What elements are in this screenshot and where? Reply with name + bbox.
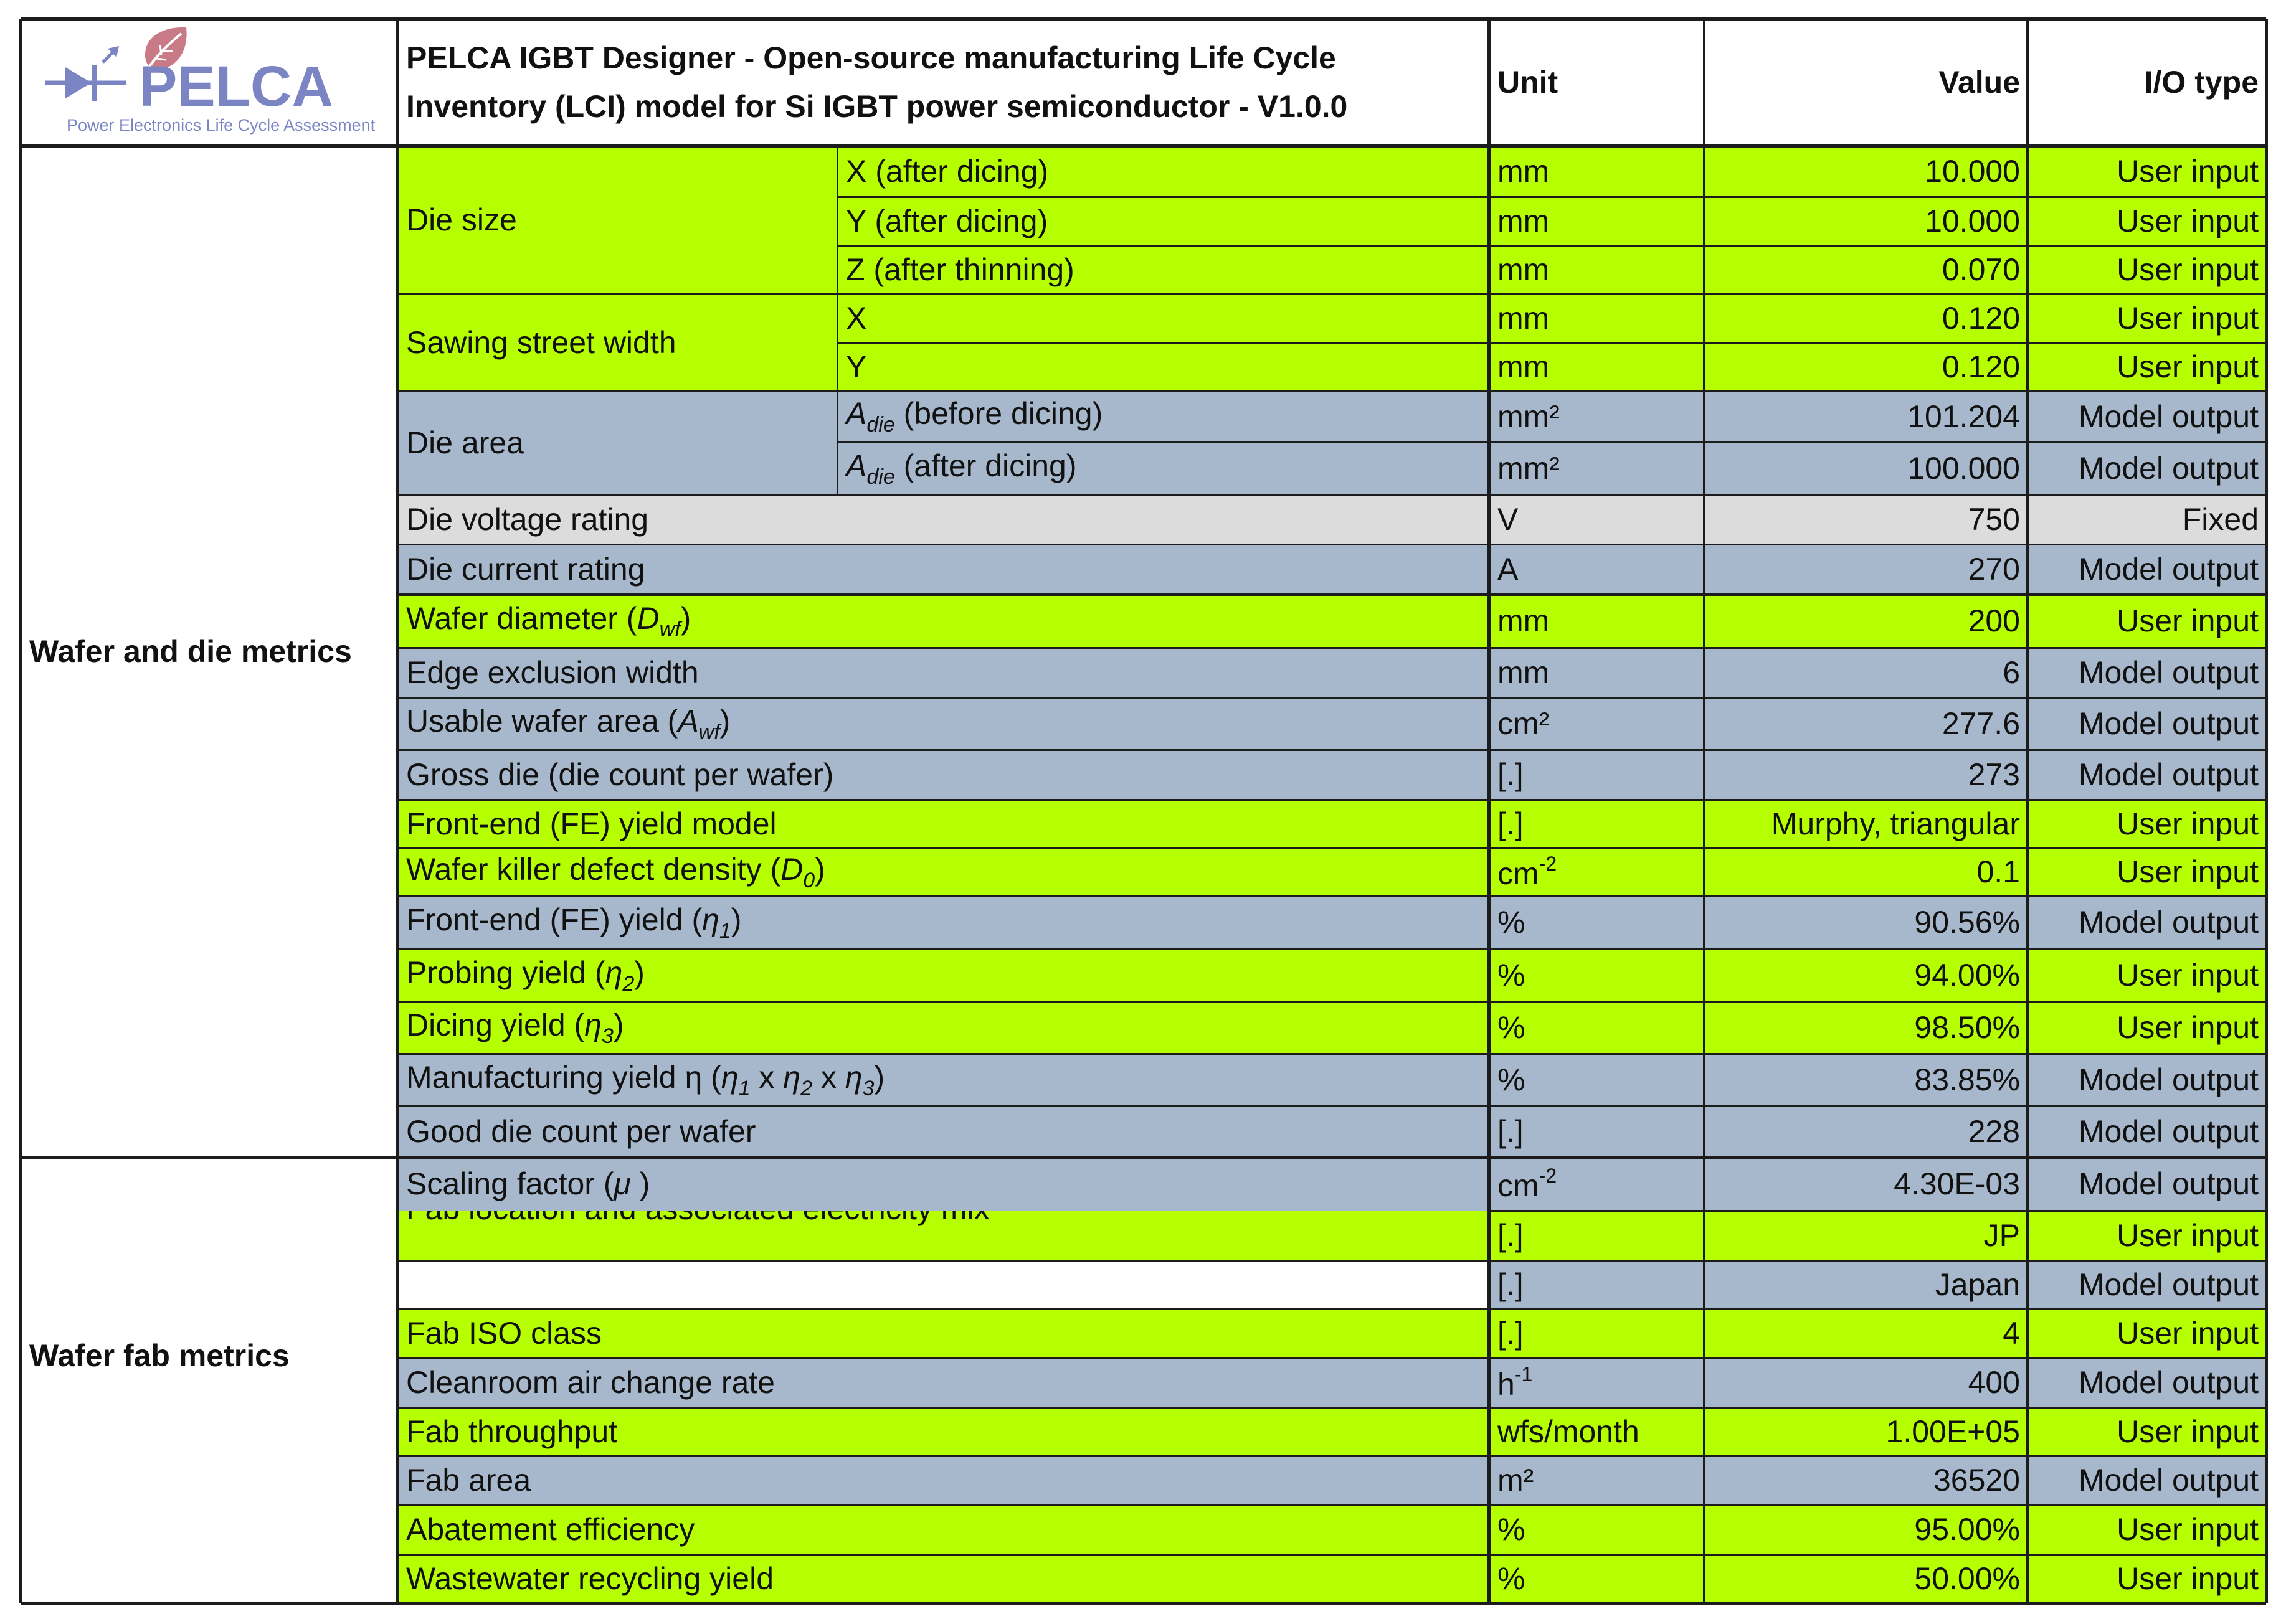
- value-cell: [1704, 1001, 2028, 1054]
- group-label: [397, 294, 837, 390]
- unit-cell: [1489, 494, 1704, 544]
- unit-cell: [1489, 697, 1704, 750]
- grid-line: [397, 544, 2266, 545]
- unit-cell-text: [.]: [1497, 757, 1524, 792]
- io-type-cell: [2028, 697, 2266, 750]
- value-cell-text: 0.070: [1942, 252, 2020, 287]
- unit-cell-text: %: [1497, 1512, 1525, 1547]
- column-header-value-text: Value: [1938, 65, 2020, 100]
- grid-line: [397, 647, 2266, 649]
- parameter-label: Probing yield $(\eta_2)$: [397, 949, 1489, 1001]
- parameter-sublabel: [837, 146, 1489, 197]
- value-cell: [1704, 442, 2028, 494]
- value-cell-text: 4.30E-03: [1894, 1166, 2020, 1201]
- io-type-cell: [2028, 1504, 2266, 1554]
- value-cell-text: 270: [1968, 552, 2020, 587]
- unit-cell-text: V: [1497, 502, 1519, 537]
- io-type-cell: [2028, 1157, 2266, 1211]
- io-type-cell-text: User input: [2117, 1512, 2259, 1547]
- grid-line: [21, 17, 2266, 21]
- logo-wordmark: PELCA: [139, 55, 333, 118]
- unit-cell-text: mm²: [1497, 399, 1560, 434]
- grid-line: [397, 293, 2266, 295]
- group-label: [397, 146, 837, 294]
- parameter-label: [397, 1456, 1489, 1504]
- grid-line: [837, 245, 2266, 247]
- grid-line: [397, 1308, 2266, 1310]
- grid-line: [397, 895, 2266, 897]
- parameter-label-text: Fab ISO class: [406, 1316, 602, 1351]
- value-cell-text: JP: [1983, 1218, 2020, 1253]
- grid-line: [397, 1001, 2266, 1003]
- io-type-cell-text: User input: [2117, 1561, 2259, 1596]
- grid-line: [397, 1455, 2266, 1457]
- parameter-label-text: Gross die (die count per wafer): [406, 757, 834, 792]
- value-cell: [1704, 1456, 2028, 1504]
- grid-line: [397, 593, 2266, 596]
- unit-cell: [1489, 1456, 1704, 1504]
- unit-cell-text: mm: [1497, 349, 1550, 384]
- section-label: [21, 1157, 397, 1554]
- column-header-io-text: I/O type: [2144, 65, 2259, 100]
- grid-line: [19, 19, 22, 1603]
- section-label: [21, 146, 397, 1157]
- group-label-text: Die size: [406, 202, 517, 237]
- grid-line: [1487, 19, 1491, 1603]
- io-type-cell-text: User input: [2117, 1218, 2259, 1253]
- parameter-sublabel-text: Z (after thinning): [846, 252, 1074, 287]
- parameter-label: [397, 1504, 1489, 1554]
- unit-cell-text: %: [1497, 1010, 1525, 1045]
- value-cell: [1704, 544, 2028, 594]
- value-cell: [1704, 648, 2028, 697]
- io-type-cell: [2028, 848, 2266, 895]
- value-cell-text: 6: [2003, 655, 2020, 690]
- parameter-label: Manufacturing yield η ($\eta_1$ x $\eta_2$ x $\eta_3$): [397, 1054, 1489, 1106]
- grid-line: [837, 342, 2266, 344]
- parameter-label: Front-end (FE) yield $(\eta_1)$: [397, 895, 1489, 949]
- io-type-cell-text: User input: [2117, 958, 2259, 993]
- unit-cell-text: %: [1497, 958, 1525, 993]
- unit-cell: [1489, 1309, 1704, 1357]
- value-cell: [1704, 1554, 2028, 1603]
- value-cell-text: 0.120: [1942, 301, 2020, 336]
- grid-line: [397, 1260, 2266, 1262]
- io-type-cell: [2028, 1211, 2266, 1260]
- io-type-cell-text: User input: [2117, 252, 2259, 287]
- diode-icon: [45, 46, 126, 101]
- grid-line: [397, 697, 2266, 699]
- value-cell: [1704, 197, 2028, 245]
- parameter-label: [397, 1407, 1489, 1456]
- unit-cell: $cm^{-2}$: [1489, 848, 1704, 895]
- value-cell-text: 36520: [1933, 1463, 2020, 1498]
- parameter-label: [397, 648, 1489, 697]
- unit-cell-text: cm²: [1497, 706, 1550, 741]
- unit-cell: [1489, 342, 1704, 390]
- value-cell-text: 277.6: [1942, 706, 2020, 741]
- pelca-logo: [34, 24, 383, 145]
- parameter-label: [397, 1554, 1489, 1603]
- unit-cell: [1489, 442, 1704, 494]
- parameter-label-text: Good die count per wafer: [406, 1114, 756, 1149]
- io-type-cell-text: User input: [2117, 301, 2259, 336]
- value-cell-text: 10.000: [1925, 204, 2020, 238]
- unit-cell-text: mm: [1497, 154, 1550, 189]
- io-type-cell-text: User input: [2117, 603, 2259, 638]
- value-cell: [1704, 294, 2028, 342]
- parameter-sublabel-text: Y (after dicing): [846, 204, 1048, 238]
- unit-cell: [1489, 245, 1704, 294]
- unit-cell-text: mm: [1497, 301, 1550, 336]
- column-header-unit: [1489, 19, 1704, 146]
- unit-cell-text: [.]: [1497, 806, 1524, 841]
- io-type-cell: [2028, 544, 2266, 594]
- unit-cell-text: [.]: [1497, 1316, 1524, 1351]
- io-type-cell-text: Model output: [2078, 905, 2259, 940]
- io-type-cell: [2028, 594, 2266, 648]
- value-cell-text: 90.56%: [1914, 905, 2020, 940]
- io-type-cell-text: Model output: [2078, 1114, 2259, 1149]
- parameter-sublabel-text: X (after dicing): [846, 154, 1049, 189]
- sheet-title: [397, 19, 1489, 146]
- parameter-sublabel: [837, 245, 1489, 294]
- unit-cell: [1489, 800, 1704, 848]
- value-cell-text: 1.00E+05: [1885, 1414, 2020, 1449]
- column-header-unit-text: Unit: [1497, 65, 1558, 100]
- parameter-label-text: Die current rating: [406, 552, 645, 587]
- unit-cell: [1489, 197, 1704, 245]
- unit-cell: [1489, 750, 1704, 800]
- unit-cell: [1489, 390, 1704, 442]
- sheet-title-line2: Inventory (LCI) model for Si IGBT power semiconductor - V1.0.0: [406, 89, 1348, 124]
- logo-tagline: Power Electronics Life Cycle Assessment: [67, 116, 376, 135]
- io-type-cell: [2028, 1357, 2266, 1407]
- io-type-cell: [2028, 442, 2266, 494]
- io-type-cell-text: Model output: [2078, 1267, 2259, 1302]
- value-cell-text: Murphy, triangular: [1771, 806, 2020, 841]
- parameter-sublabel: [837, 342, 1489, 390]
- io-type-cell: [2028, 1456, 2266, 1504]
- io-type-cell: [2028, 1309, 2266, 1357]
- parameter-label-text: Fab area: [406, 1463, 531, 1498]
- unit-cell: [1489, 1407, 1704, 1456]
- value-cell: [1704, 146, 2028, 197]
- section-label-text: Wafer fab metrics: [29, 1338, 290, 1373]
- parameter-sublabel: [837, 294, 1489, 342]
- unit-cell: [1489, 949, 1704, 1001]
- parameter-label: Wafer killer defect density $(D_0)$: [397, 848, 1489, 895]
- value-cell: [1704, 1504, 2028, 1554]
- section-label-text: Wafer and die metrics: [29, 634, 352, 669]
- unit-cell-text: [.]: [1497, 1114, 1524, 1149]
- grid-line: [837, 441, 2266, 443]
- value-cell-text: 750: [1968, 502, 2020, 537]
- io-type-cell-text: Model output: [2078, 552, 2259, 587]
- parameter-label-text: Wastewater recycling yield: [406, 1561, 774, 1596]
- value-cell: [1704, 1157, 2028, 1211]
- unit-cell-text: A: [1497, 552, 1519, 587]
- value-cell: [1704, 1106, 2028, 1157]
- value-cell-text: 95.00%: [1914, 1512, 2020, 1547]
- value-cell: [1704, 848, 2028, 895]
- parameter-label: [397, 750, 1489, 800]
- parameter-label: [397, 1357, 1489, 1407]
- unit-cell: [1489, 294, 1704, 342]
- unit-cell-text: m²: [1497, 1463, 1534, 1498]
- io-type-cell-text: User input: [2117, 854, 2259, 889]
- unit-cell: [1489, 895, 1704, 949]
- value-cell: [1704, 494, 2028, 544]
- value-cell-text: 50.00%: [1914, 1561, 2020, 1596]
- grid-line: [397, 847, 2266, 849]
- io-type-cell-text: Model output: [2078, 706, 2259, 741]
- io-type-cell: [2028, 648, 2266, 697]
- value-cell: [1704, 1260, 2028, 1309]
- value-cell: [1704, 390, 2028, 442]
- grid-line: [21, 144, 2266, 148]
- unit-cell: [1489, 1554, 1704, 1603]
- unit-cell: [1489, 1001, 1704, 1054]
- grid-line: [2026, 19, 2029, 1603]
- parameter-label: Usable wafer area $(A_{wf})$: [397, 697, 1489, 750]
- io-type-cell: [2028, 245, 2266, 294]
- io-type-cell: [2028, 294, 2266, 342]
- io-type-cell-text: User input: [2117, 806, 2259, 841]
- io-type-cell: [2028, 1554, 2266, 1603]
- grid-line: [21, 1156, 2266, 1159]
- parameter-label: [397, 494, 1489, 544]
- unit-cell-text: mm²: [1497, 451, 1560, 486]
- value-cell-text: 0.120: [1942, 349, 2020, 384]
- io-type-cell-text: Model output: [2078, 1062, 2259, 1097]
- io-type-cell: [2028, 949, 2266, 1001]
- parameter-label-text: Edge exclusion width: [406, 655, 699, 690]
- sheet-title-line1: PELCA IGBT Designer - Open-source manufacturing Life Cycle: [406, 40, 1336, 75]
- value-cell-text: 83.85%: [1914, 1062, 2020, 1097]
- pelca-logo-graphic: [34, 24, 383, 142]
- parameter-sublabel: $A_{die}$ (after dicing): [837, 442, 1489, 494]
- value-cell-text: 94.00%: [1914, 958, 2020, 993]
- parameter-label: [397, 800, 1489, 848]
- parameter-sublabel-text: X: [846, 301, 867, 336]
- grid-line: [397, 1105, 2266, 1107]
- value-cell: [1704, 949, 2028, 1001]
- grid-line: [1703, 19, 1705, 1603]
- parameter-label: [397, 1309, 1489, 1357]
- io-type-cell-text: Model output: [2078, 1463, 2259, 1498]
- unit-cell: $h^{-1}$: [1489, 1357, 1704, 1407]
- value-cell-text: 200: [1968, 603, 2020, 638]
- group-label: [397, 390, 837, 494]
- value-cell-text: 4: [2003, 1316, 2020, 1351]
- grid-line: [397, 799, 2266, 801]
- io-type-cell-text: User input: [2117, 349, 2259, 384]
- value-cell: [1704, 1407, 2028, 1456]
- io-type-cell: [2028, 146, 2266, 197]
- unit-cell: [1489, 594, 1704, 648]
- io-type-cell: [2028, 342, 2266, 390]
- grid-line: [397, 1357, 2266, 1359]
- parameter-sublabel-text: Y: [846, 349, 867, 384]
- unit-cell: [1489, 1504, 1704, 1554]
- io-type-cell-text: Model output: [2078, 1365, 2259, 1400]
- parameter-label: [397, 544, 1489, 594]
- value-cell: [1704, 245, 2028, 294]
- value-cell: [1704, 800, 2028, 848]
- value-cell-text: Japan: [1935, 1267, 2020, 1302]
- parameter-label: Dicing yield $(\eta_3)$: [397, 1001, 1489, 1054]
- value-cell: [1704, 594, 2028, 648]
- io-type-cell-text: User input: [2117, 1414, 2259, 1449]
- io-type-cell-text: Model output: [2078, 655, 2259, 690]
- io-type-cell: [2028, 494, 2266, 544]
- unit-cell-text: [.]: [1497, 1267, 1524, 1302]
- unit-cell-text: mm: [1497, 252, 1550, 287]
- unit-cell-text: [.]: [1497, 1218, 1524, 1253]
- parameter-label-text: Die voltage rating: [406, 502, 649, 537]
- value-cell: [1704, 895, 2028, 949]
- parameter-label: [397, 1106, 1489, 1157]
- grid-line: [397, 1407, 2266, 1409]
- io-type-cell-text: Model output: [2078, 399, 2259, 434]
- column-header-value: [1704, 19, 2028, 146]
- io-type-cell: [2028, 1260, 2266, 1309]
- grid-line: [396, 19, 399, 1603]
- value-cell: [1704, 697, 2028, 750]
- io-type-cell: [2028, 1054, 2266, 1106]
- unit-cell-text: %: [1497, 905, 1525, 940]
- grid-line: [397, 948, 2266, 950]
- value-cell-text: 273: [1968, 757, 2020, 792]
- io-type-cell: [2028, 1001, 2266, 1054]
- unit-cell-text: %: [1497, 1062, 1525, 1097]
- unit-cell-text: mm: [1497, 204, 1550, 238]
- unit-cell-text: %: [1497, 1561, 1525, 1596]
- grid-line: [397, 494, 2266, 496]
- unit-cell: $cm^{-2}$: [1489, 1157, 1704, 1211]
- value-cell: [1704, 1309, 2028, 1357]
- io-type-cell-text: Model output: [2078, 757, 2259, 792]
- value-cell: [1704, 1211, 2028, 1260]
- grid-line: [1489, 1210, 2266, 1212]
- parameter-sublabel: $A_{die}$ (before dicing): [837, 390, 1489, 442]
- grid-line: [397, 1053, 2266, 1055]
- parameter-label-text: Fab throughput: [406, 1414, 618, 1449]
- value-cell-text: 228: [1968, 1114, 2020, 1149]
- parameter-sublabel: [837, 197, 1489, 245]
- io-type-cell-text: User input: [2117, 154, 2259, 189]
- io-type-cell: [2028, 800, 2266, 848]
- grid-line: [397, 1554, 2266, 1556]
- unit-cell: [1489, 146, 1704, 197]
- unit-cell-text: wfs/month: [1497, 1414, 1639, 1449]
- grid-line: [21, 1602, 2266, 1605]
- value-cell: [1704, 1054, 2028, 1106]
- parameter-label-text: Cleanroom air change rate: [406, 1365, 775, 1400]
- grid-line: [397, 749, 2266, 751]
- value-cell-text: 101.204: [1907, 399, 2020, 434]
- io-type-cell-text: Model output: [2078, 451, 2259, 486]
- unit-cell: [1489, 1106, 1704, 1157]
- value-cell-text: 10.000: [1925, 154, 2020, 189]
- io-type-cell: [2028, 197, 2266, 245]
- parameter-label-text: Abatement efficiency: [406, 1512, 695, 1547]
- io-type-cell: [2028, 1407, 2266, 1456]
- io-type-cell: [2028, 750, 2266, 800]
- unit-cell: [1489, 1211, 1704, 1260]
- io-type-cell: [2028, 390, 2266, 442]
- io-type-cell-text: User input: [2117, 1010, 2259, 1045]
- unit-cell: [1489, 648, 1704, 697]
- unit-cell-text: mm: [1497, 603, 1550, 638]
- unit-cell: [1489, 1260, 1704, 1309]
- io-type-cell-text: User input: [2117, 204, 2259, 238]
- unit-cell-text: mm: [1497, 655, 1550, 690]
- unit-cell: [1489, 1054, 1704, 1106]
- group-label-text: Die area: [406, 425, 524, 460]
- io-type-cell-text: Fixed: [2182, 502, 2259, 537]
- grid-line: [837, 196, 2266, 198]
- io-type-cell-text: User input: [2117, 1316, 2259, 1351]
- parameter-label: Scaling factor (μ ): [397, 1157, 1489, 1211]
- unit-cell: [1489, 544, 1704, 594]
- column-header-io: [2028, 19, 2266, 146]
- parameter-label-text: Front-end (FE) yield model: [406, 806, 777, 841]
- grid-line: [397, 390, 2266, 392]
- value-cell-text: 0.1: [1976, 854, 2020, 889]
- parameter-label: Wafer diameter $(D_{wf})$: [397, 594, 1489, 648]
- value-cell: [1704, 342, 2028, 390]
- grid-line: [837, 146, 838, 494]
- grid-line: [397, 1504, 2266, 1506]
- value-cell: [1704, 750, 2028, 800]
- io-type-cell-text: Model output: [2078, 1166, 2259, 1201]
- value-cell: [1704, 1357, 2028, 1407]
- group-label-text: Sawing street width: [406, 324, 676, 360]
- value-cell-text: 100.000: [1907, 451, 2020, 486]
- grid-line: [2265, 19, 2268, 1603]
- io-type-cell: [2028, 895, 2266, 949]
- value-cell-text: 400: [1968, 1365, 2020, 1400]
- value-cell-text: 98.50%: [1914, 1010, 2020, 1045]
- io-type-cell: [2028, 1106, 2266, 1157]
